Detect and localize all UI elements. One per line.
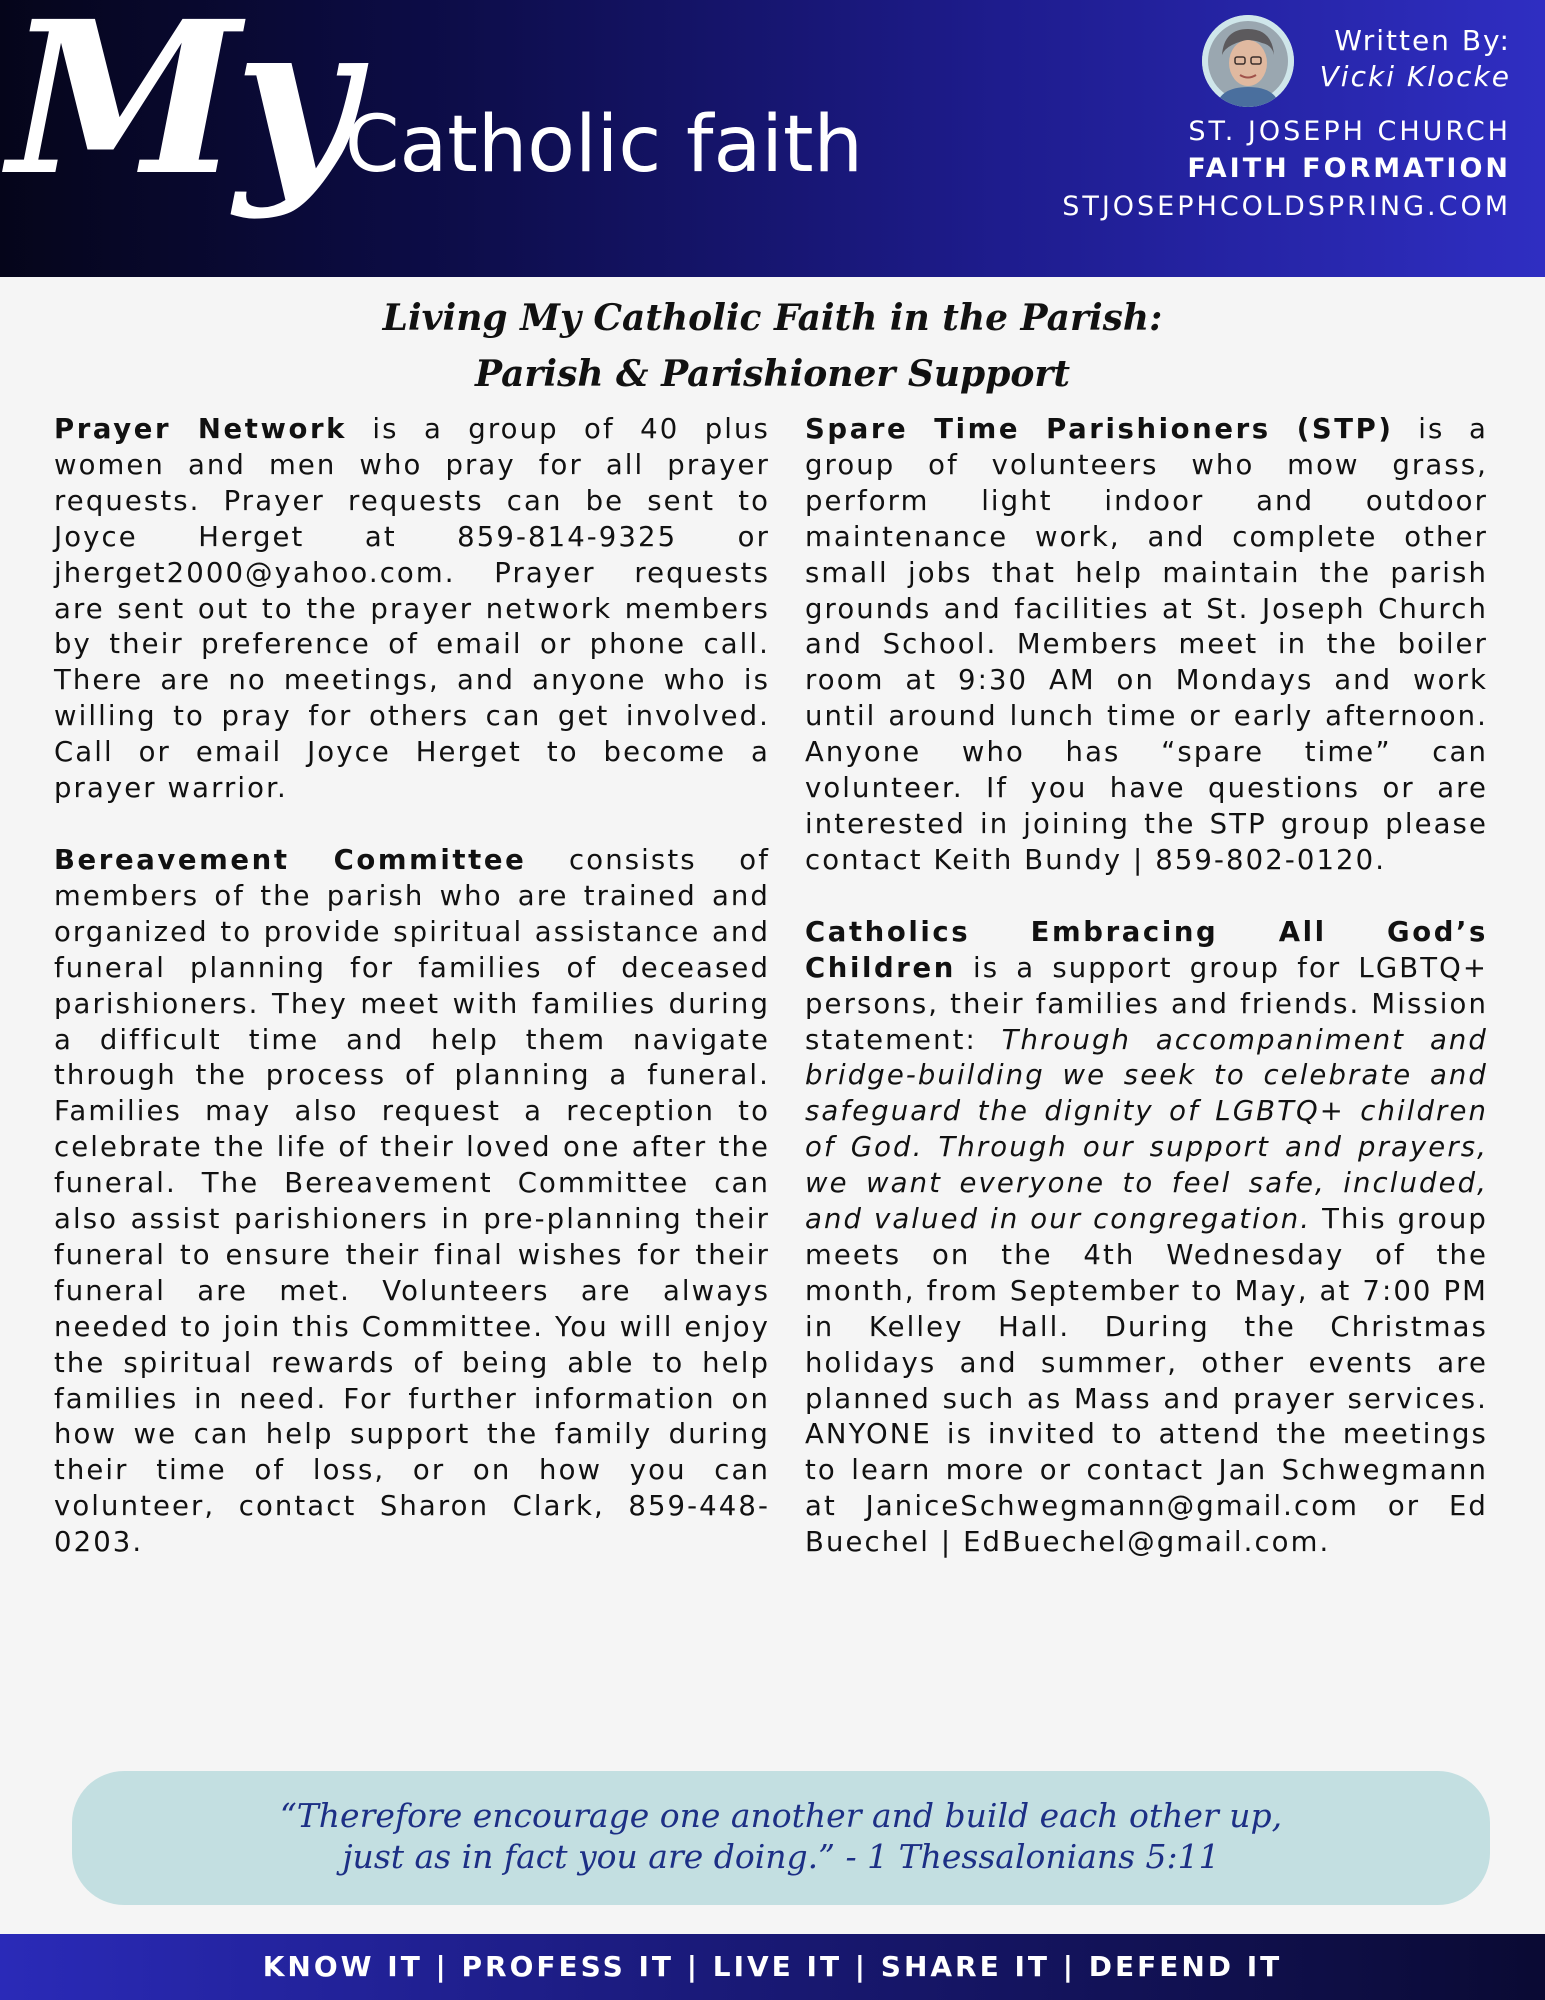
church-name: ST. JOSEPH CHURCH (1188, 116, 1511, 147)
department-name: FAITH FORMATION (1187, 153, 1511, 184)
written-by-label: Written By: (1334, 24, 1511, 57)
prayer-network-heading: Prayer Network (54, 413, 348, 445)
page-title (0, 290, 1545, 402)
prayer-network-body: is a group of 40 plus women and men who pray for all prayer requests. Prayer requests can be sent to Joyce Herget at 859-814-9325 or jherget2000@yahoo.com. Prayer requests are sent out to the prayer network members by their preference of email or phone call. There are no meetings, and anyone who is willing to pray for others can get involved. Call or email Joyce Herget to become a prayer warrior. (54, 413, 770, 805)
scripture-quote-box (72, 1771, 1490, 1905)
stp-heading: Spare Time Parishioners (STP) (805, 413, 1394, 445)
title-line-2: Parish & Parishioner Support (475, 353, 1070, 395)
stp-body: is a group of volunteers who mow grass, perform light indoor and outdoor maintenance work, and complete other small jobs that help maintain the parish grounds and facilities at St. Joseph Church and School. Members meet in the boiler room at 9:30 AM on Mondays and work until around lunch time or early afternoon. Anyone who has “spare time” can volunteer. If you have questions or are interested in joining the STP group please contact Keith Bundy | 859-802-0120. (805, 413, 1488, 876)
prayer-network-paragraph (54, 412, 770, 807)
title-line-1: Living My Catholic Faith in the Parish: (382, 297, 1163, 339)
ceagc-mission-statement: Through accompaniment and bridge-building we seek to celebrate and safeguard the dignity of LGBTQ+ children of God. Through our support and prayers, we want everyone to feel safe, included, and valued in our congregation. (805, 1023, 1488, 1236)
author-name: Vicki Klocke (1319, 60, 1511, 93)
bereavement-body: consists of members of the parish who are trained and organized to provide spiritual assistance and funeral planning for families of deceased parishioners. They meet with families during a difficult time and help them navigate through the process of planning a funeral. Families may also request a reception to celebrate the life of their loved one after the funeral. The Bereavement Committee can also assist parishioners in pre-planning their funeral to ensure their final wishes for their funeral are met. Volunteers are always needed to join this Committee. You will enjoy the spiritual rewards of being able to help families in need. For further information on how we can help support the family during their time of loss, or on how you can volunteer, contact Sharon Clark, 859-448-0203. (54, 843, 770, 1559)
footer-tagline: KNOW IT | PROFESS IT | LIVE IT | SHARE IT | DEFEND IT (262, 1950, 1283, 1983)
quote-line-1: “Therefore encourage one another and build each other up, (279, 1796, 1283, 1835)
quote-line-2: just as in fact you are doing.” - 1 Thessalonians 5:11 (342, 1837, 1220, 1876)
stp-paragraph (805, 412, 1488, 879)
ceagc-paragraph (805, 915, 1488, 1561)
ceagc-heading: Catholics Embracing All God’s Children (805, 915, 1488, 984)
scripture-quote (72, 1795, 1490, 1877)
author-avatar (1202, 15, 1294, 107)
ceagc-intro: is a support group for LGBTQ+ persons, their families and friends. Mission statement: (805, 951, 1488, 1056)
footer-tagline-bar (0, 1934, 1545, 2000)
logo-subtitle: Catholic faith (345, 100, 863, 190)
logo-my: My (8, 0, 351, 222)
ceagc-body-rest: This group meets on the 4th Wednesday of the month, from September to May, at 7:00 PM in Kelley Hall. During the Christmas holidays and summer, other events are planned such as Mass and prayer services. ANYONE is invited to attend the meetings to learn more or contact Jan Schwegmann at JaniceSchwegmann@gmail.com or Ed Buechel | EdBuechel@gmail.com. (805, 1203, 1488, 1559)
left-column (54, 412, 770, 1597)
right-column (805, 412, 1488, 1597)
header-banner (0, 0, 1545, 277)
website-url: STJOSEPHCOLDSPRING.COM (1062, 191, 1511, 222)
bereavement-heading: Bereavement Committee (54, 843, 527, 876)
bereavement-paragraph (54, 843, 770, 1561)
